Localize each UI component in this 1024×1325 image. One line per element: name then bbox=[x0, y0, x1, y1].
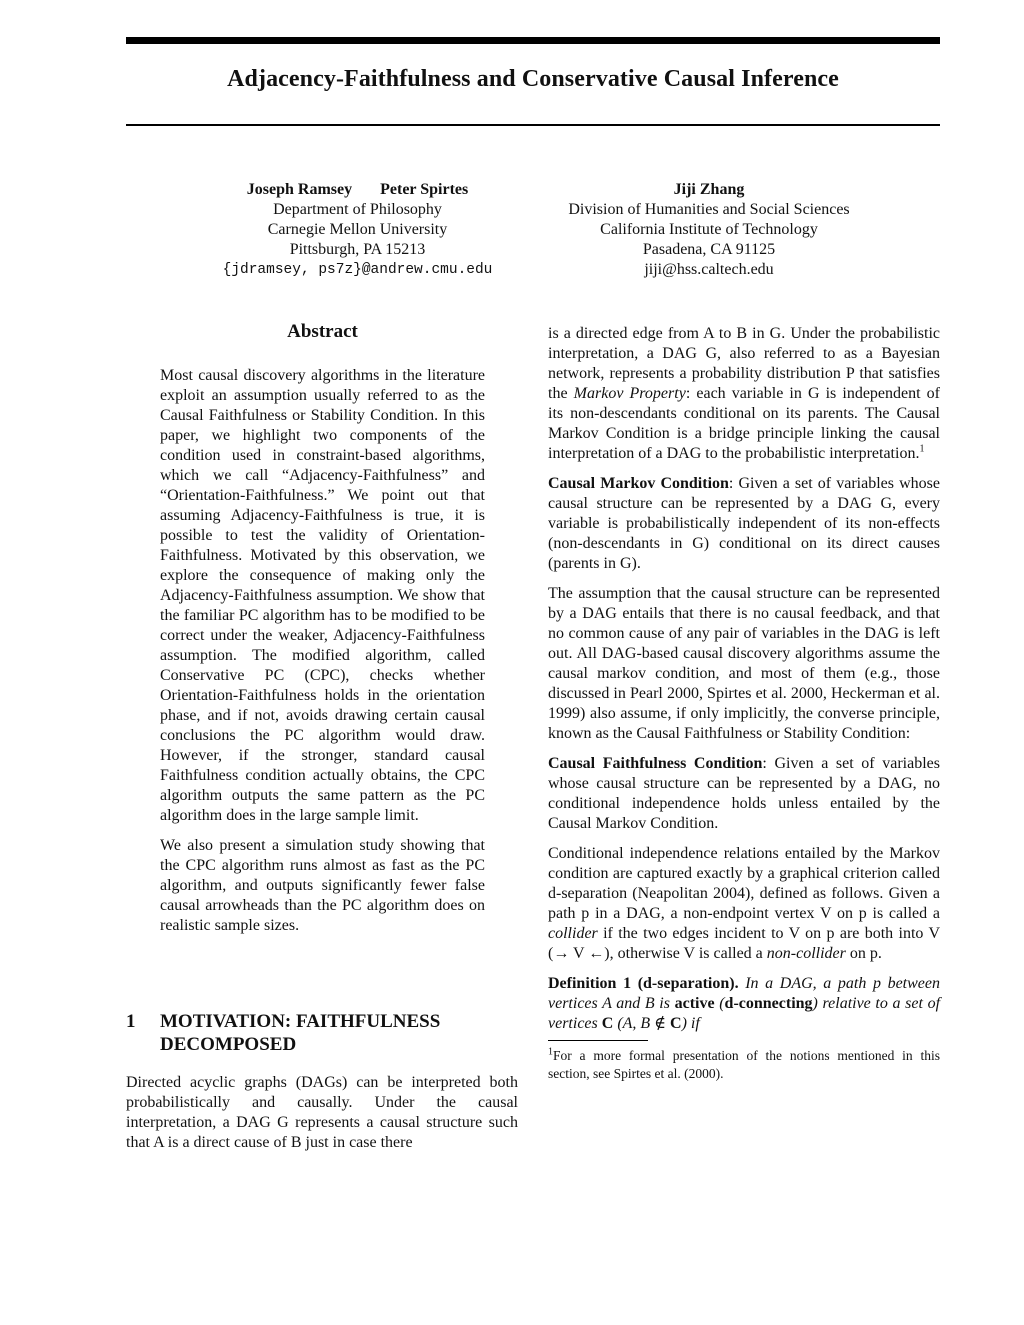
author-city: Pasadena, CA 91125 bbox=[642, 241, 776, 258]
author-university: California Institute of Technology bbox=[600, 221, 818, 238]
top-rule bbox=[126, 37, 940, 44]
title-rule bbox=[126, 124, 940, 126]
section-heading bbox=[126, 1010, 518, 1056]
section-1 bbox=[126, 1010, 518, 1163]
body-paragraph: is a directed edge from A to B in G. Under the probabilistic interpretation, a DAG G, also referred to as a Bayesian network, represents a probability distribution P that satisfies the Markov Property: each variable in G is independent of its non-descendants conditional on its parents. The Causal Markov Condition is a bridge principle linking the causal interpretation of a DAG to the probabilistic interpretation.$^1$ bbox=[548, 325, 941, 462]
author-email: jiji@hss.caltech.edu bbox=[644, 261, 774, 278]
body-paragraph: Directed acyclic graphs (DAGs) can be interpreted both probabilistically and causally. Under the causal interpretation, a DAG G represents a causal structure such that A is a direct cause of B just in case there bbox=[126, 1074, 518, 1151]
abstract-heading: Abstract bbox=[287, 321, 358, 342]
definition-1: Definition 1 (d-separation). In a DAG, a path p between vertices A and B is active (d-connecting) relative to a set of vertices C (A, B ∉ C) if bbox=[548, 975, 941, 1032]
body-paragraph: Conditional independence relations entailed by the Markov condition are captured exactly by a graphical criterion called d-separation (Neapolitan 2004), defined as follows. Given a path p in a DAG, a non-endpoint vertex V on p is called a collider if the two edges incident to V on p are both into V (→ V ←), otherwise V is called a non-collider on p. bbox=[548, 845, 940, 962]
causal-markov-condition: Causal Markov Condition: Given a set of variables whose causal structure can be represented by a DAG G, every variable is probabilistically independent of its non-effects (non-descendants in G) conditional on its direct causes (parents in G). bbox=[548, 475, 940, 572]
section-number: 1 bbox=[126, 1011, 136, 1032]
causal-faithfulness-condition: Causal Faithfulness Condition: Given a set of variables whose causal structure can be represented by a DAG, no conditional independence holds unless entailed by the Causal Markov Condition. bbox=[548, 755, 940, 832]
author-university: Carnegie Mellon University bbox=[267, 221, 448, 238]
section-title: MOTIVATION: FAITHFULNESS DECOMPOSED bbox=[160, 1011, 441, 1055]
right-column bbox=[548, 324, 940, 1083]
author-email: {jdramsey, ps7z}@andrew.cmu.edu bbox=[222, 262, 493, 278]
author-names-left bbox=[190, 180, 525, 200]
author-city: Pittsburgh, PA 15213 bbox=[289, 241, 426, 258]
paper-title: Adjacency-Faithfulness and Conservative Causal Inference bbox=[227, 66, 839, 92]
footnote: $^1$For a more formal presentation of the notions mentioned in this section, see Spirtes et al. (2000). bbox=[548, 1046, 940, 1081]
author-name: Joseph Ramsey bbox=[246, 181, 353, 198]
author-name: Peter Spirtes bbox=[380, 181, 469, 198]
abstract-paragraph: We also present a simulation study showing that the CPC algorithm runs almost as fast as the PC algorithm, and outputs significantly fewer false causal arrowheads than the PC algorithm does on realistic sample sizes. bbox=[160, 837, 485, 934]
authors-left bbox=[190, 180, 525, 280]
author-dept: Department of Philosophy bbox=[273, 201, 442, 218]
author-name-right: Jiji Zhang bbox=[673, 181, 745, 198]
author-dept: Division of Humanities and Social Sciences bbox=[568, 201, 850, 218]
footnote-ref: 1 bbox=[919, 443, 925, 455]
body-paragraph: The assumption that the causal structure can be represented by a DAG entails that there is no causal feedback, and that no common cause of any pair of variables in the DAG is left out. All DAG-based causal discovery algorithms assume the causal markov condition, and most of them (e.g., those discussed in Pearl 2000, Spirtes et al. 2000, Heckerman et al. 1999) also assume, if only implicitly, the converse principle, known as the Causal Faithfulness or Stability Condition: bbox=[548, 585, 940, 742]
footnote-rule bbox=[548, 1040, 648, 1041]
abstract-block bbox=[160, 322, 485, 946]
abstract-paragraph: Most causal discovery algorithms in the literature exploit an assumption usually referred to as the Causal Faithfulness or Stability Condition. In this paper, we highlight two components of the condition used in constraint-based algorithms, which we call “Adjacency-Faithfulness” and “Orientation-Faithfulness.” We point out that assuming Adjacency-Faithfulness is true, it is possible to test the validity of Orientation-Faithfulness. Motivated by this observation, we explore the consequence of making only the Adjacency-Faithfulness assumption. We show that the familiar PC algorithm has to be modified to be correct under the weaker, Adjacency-Faithfulness assumption. The modified algorithm, called Conservative PC (CPC), checks whether Orientation-Faithfulness holds in the orientation phase, and if not, avoids drawing certain causal conclusions the PC algorithm would draw. However, if the stronger, standard causal Faithfulness condition actually obtains, the CPC algorithm outputs the same pattern as the PC algorithm does in the large sample limit. bbox=[160, 367, 485, 824]
authors-right bbox=[540, 180, 878, 280]
